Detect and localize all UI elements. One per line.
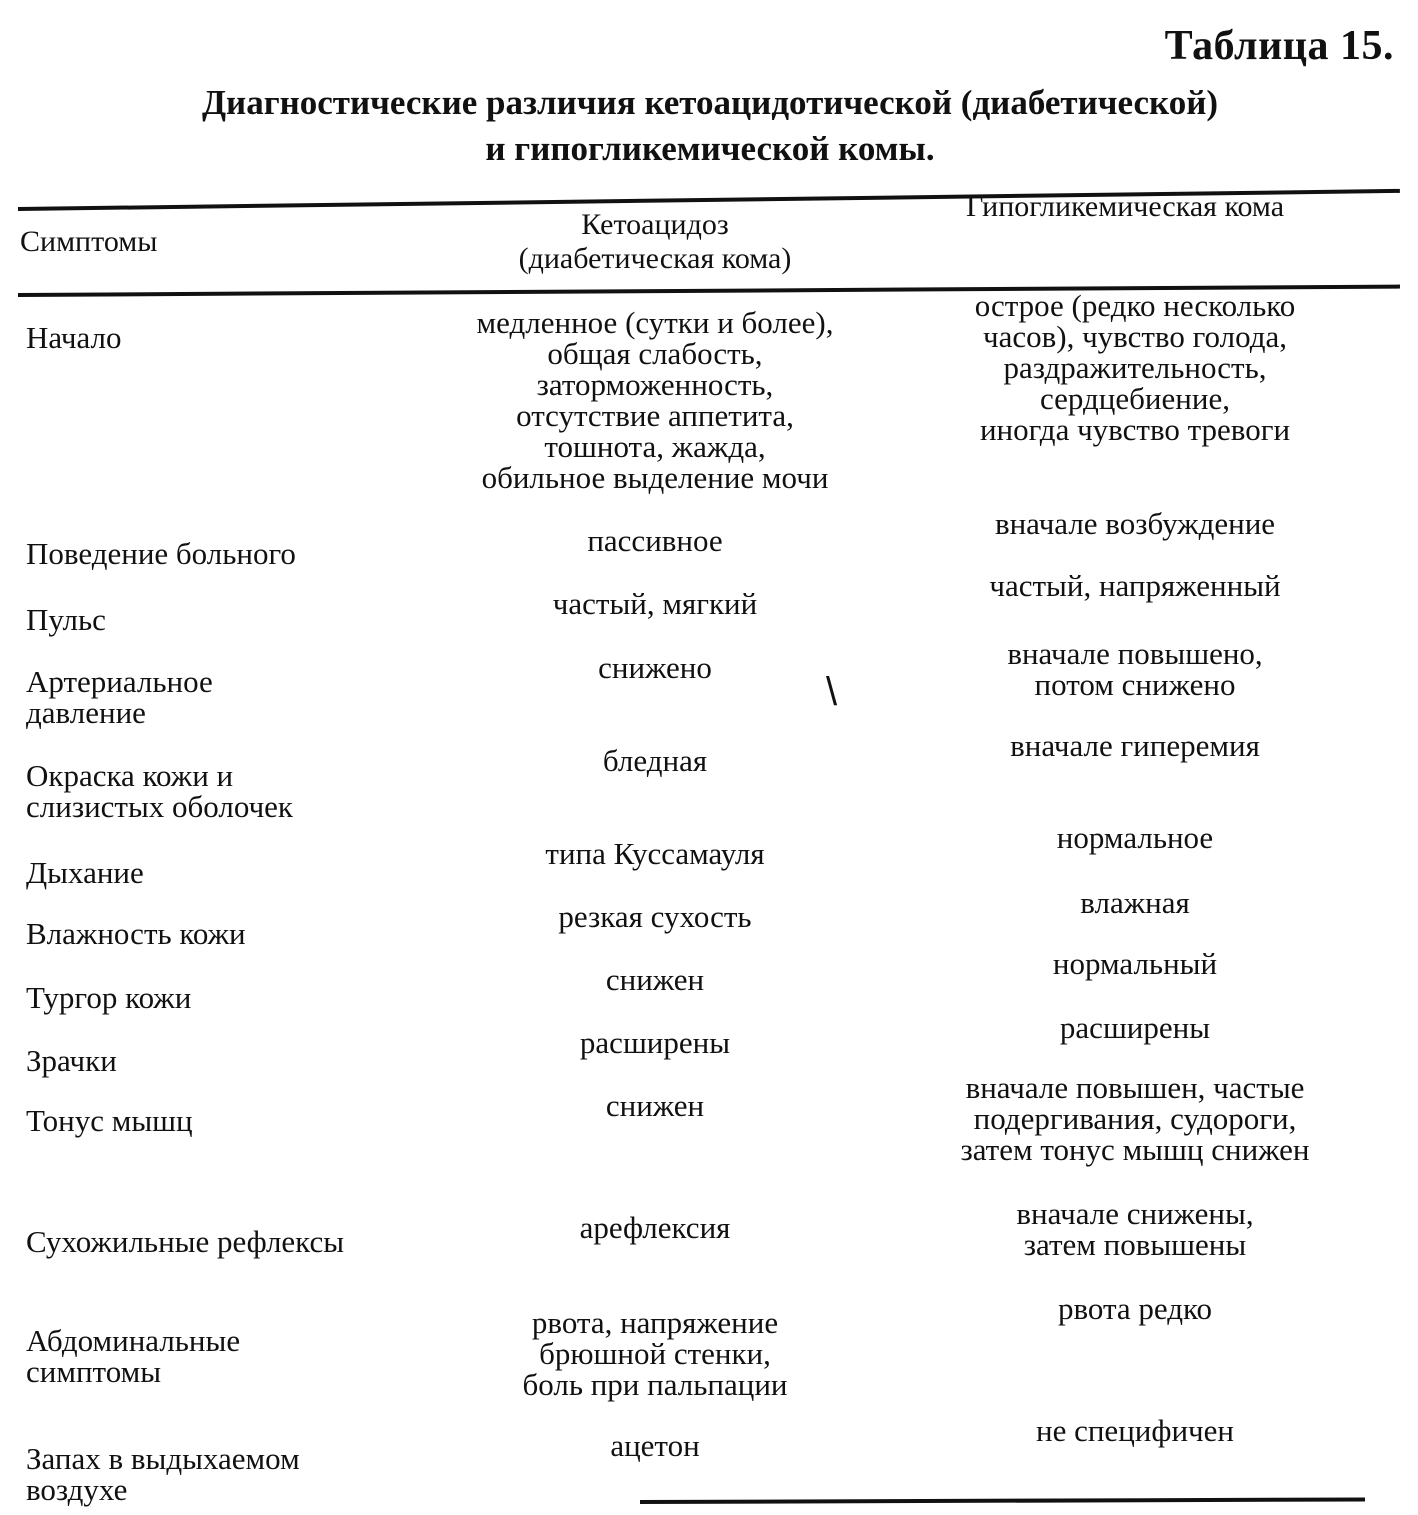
row-11-hypoglycemic-line-2: затем повышены [1023,1227,1247,1262]
row-13-symptom-cell [26,1443,446,1505]
row-9-ketoacidosis-cell [420,1027,890,1058]
row-5-ketoacidosis-line-1: бледная [602,743,708,778]
row-10-hypoglycemic-line-1: вначале повышен, частые [965,1070,1305,1105]
row-10-ketoacidosis-line-1: снижен [605,1088,705,1123]
row-1-ketoacidosis-line-5: тошнота, жажда, [544,429,766,464]
row-12-symptom-cell [26,1325,446,1387]
table-bottom-rule [640,1497,1365,1504]
row-7-hypoglycemic-line-1: влажная [1080,885,1190,920]
row-4-symptom-line-2: давление [26,695,146,730]
row-1-hypoglycemic-line-4: сердцебиение, [1040,381,1230,416]
row-1-ketoacidosis-cell [420,307,890,493]
row-12-hypoglycemic-cell [905,1293,1365,1324]
row-3-hypoglycemic-cell [905,570,1365,601]
row-1-ketoacidosis-line-4: отсутствие аппетита, [516,398,794,433]
row-8-ketoacidosis-cell [420,964,890,995]
row-3-ketoacidosis-cell [420,588,890,619]
row-13-ketoacidosis-line-1: ацетон [610,1428,700,1463]
row-1-hypoglycemic-line-2: часов), чувство голода, [983,319,1287,354]
table-title-line-1: Диагностические различия кетоацидотической (диабетической) [201,83,1219,122]
stray-mark: \ [826,670,838,714]
row-12-ketoacidosis-line-3: боль при пальпации [522,1367,788,1402]
row-4-hypoglycemic-line-2: потом снижено [1034,667,1236,702]
header-ketoacidosis-line-2: (диабетическая кома) [518,242,792,275]
row-13-ketoacidosis-cell [420,1430,890,1461]
row-7-symptom-line-1: Влажность кожи [26,916,246,951]
row-6-hypoglycemic-line-1: нормальное [1056,820,1214,855]
row-5-symptom-line-1: Окраска кожи и [26,758,234,793]
row-8-symptom-cell [26,982,446,1013]
row-6-ketoacidosis-cell [420,838,890,869]
row-5-symptom-cell [26,760,446,822]
row-8-symptom-line-1: Тургор кожи [26,980,192,1015]
row-7-symptom-cell [26,918,446,949]
row-1-symptom-cell [26,322,446,353]
row-5-hypoglycemic-line-1: вначале гиперемия [1010,728,1260,763]
row-2-hypoglycemic-cell [905,508,1365,539]
row-6-ketoacidosis-line-1: типа Куссамауля [545,836,765,871]
row-6-hypoglycemic-cell [905,822,1365,853]
row-11-ketoacidosis-line-1: арефлексия [579,1210,731,1245]
header-hypoglycemic: Гипогликемическая кома [965,190,1285,223]
row-12-ketoacidosis-cell [420,1307,890,1400]
row-1-hypoglycemic-line-1: острое (редко несколько [974,288,1296,323]
row-13-hypoglycemic-line-1: не специфичен [1035,1413,1234,1448]
row-12-symptom-line-2: симптомы [26,1354,162,1389]
row-8-hypoglycemic-line-1: нормальный [1052,946,1218,981]
row-10-hypoglycemic-cell [905,1072,1365,1165]
row-2-symptom-line-1: Поведение больного [26,536,296,571]
row-13-symptom-line-2: воздухе [26,1472,128,1507]
row-3-ketoacidosis-line-1: частый, мягкий [552,586,758,621]
row-12-ketoacidosis-line-1: рвота, напряжение [531,1305,779,1340]
row-9-symptom-cell [26,1045,446,1076]
row-7-hypoglycemic-cell [905,887,1365,918]
table-title-line-2: и гипогликемической комы. [485,129,935,168]
row-12-symptom-line-1: Абдоминальные [26,1323,241,1358]
row-9-hypoglycemic-line-1: расширены [1059,1010,1211,1045]
row-11-ketoacidosis-cell [420,1212,890,1243]
row-11-hypoglycemic-line-1: вначале снижены, [1016,1196,1254,1231]
header-symptoms: Симптомы [20,225,158,258]
row-5-ketoacidosis-cell [420,745,890,776]
row-10-hypoglycemic-line-2: подергивания, судороги, [973,1101,1297,1136]
row-8-hypoglycemic-cell [905,948,1365,979]
row-8-ketoacidosis-line-1: снижен [605,962,705,997]
row-9-hypoglycemic-cell [905,1012,1365,1043]
row-6-symptom-line-1: Дыхание [26,855,144,890]
row-12-hypoglycemic-line-1: рвота редко [1057,1291,1213,1326]
header-ketoacidosis [435,208,875,276]
row-4-symptom-cell [26,666,446,728]
table-title [110,80,1310,172]
row-9-ketoacidosis-line-1: расширены [579,1025,731,1060]
row-4-ketoacidosis-cell [420,652,890,683]
row-13-symptom-line-1: Запах в выдыхаемом [26,1441,300,1476]
table-number: Таблица 15. [1164,23,1394,69]
row-12-ketoacidosis-line-2: брюшной стенки, [539,1336,771,1371]
row-2-ketoacidosis-cell [420,525,890,556]
row-1-hypoglycemic-line-3: раздражительность, [1003,350,1267,385]
row-3-symptom-cell [26,604,446,635]
row-10-ketoacidosis-cell [420,1090,890,1121]
row-11-hypoglycemic-cell [905,1198,1365,1260]
row-1-ketoacidosis-line-2: общая слабость, [547,336,763,371]
row-1-ketoacidosis-line-3: заторможенность, [536,367,774,402]
row-1-ketoacidosis-line-1: медленное (сутки и более), [476,305,834,340]
row-7-ketoacidosis-line-1: резкая сухость [558,899,752,934]
row-4-hypoglycemic-cell [905,638,1365,700]
row-5-hypoglycemic-cell [905,730,1365,761]
header-ketoacidosis-line-1: Кетоацидоз [581,208,729,241]
row-10-symptom-line-1: Тонус мышц [26,1103,193,1138]
row-3-symptom-line-1: Пульс [26,602,106,637]
row-2-ketoacidosis-line-1: пассивное [587,523,723,558]
row-1-hypoglycemic-line-5: иногда чувство тревоги [979,412,1291,447]
row-4-symptom-line-1: Артериальное [26,664,213,699]
row-7-ketoacidosis-cell [420,901,890,932]
row-1-hypoglycemic-cell [905,290,1365,445]
row-4-hypoglycemic-line-1: вначале повышено, [1007,636,1263,671]
row-11-symptom-line-1: Сухожильные рефлексы [26,1224,345,1259]
row-6-symptom-cell [26,857,446,888]
row-3-hypoglycemic-line-1: частый, напряженный [989,568,1281,603]
row-13-hypoglycemic-cell [905,1415,1365,1446]
row-2-hypoglycemic-line-1: вначале возбуждение [994,506,1276,541]
row-5-symptom-line-2: слизистых оболочек [26,789,293,824]
row-2-symptom-cell [26,538,446,569]
row-1-symptom-line-1: Начало [26,320,122,355]
row-1-ketoacidosis-line-6: обильное выделение мочи [481,460,829,495]
row-4-ketoacidosis-line-1: снижено [598,650,712,685]
row-9-symptom-line-1: Зрачки [26,1043,117,1078]
row-10-hypoglycemic-line-3: затем тонус мышц снижен [960,1132,1310,1167]
row-10-symptom-cell [26,1105,446,1136]
row-11-symptom-cell [26,1226,446,1257]
